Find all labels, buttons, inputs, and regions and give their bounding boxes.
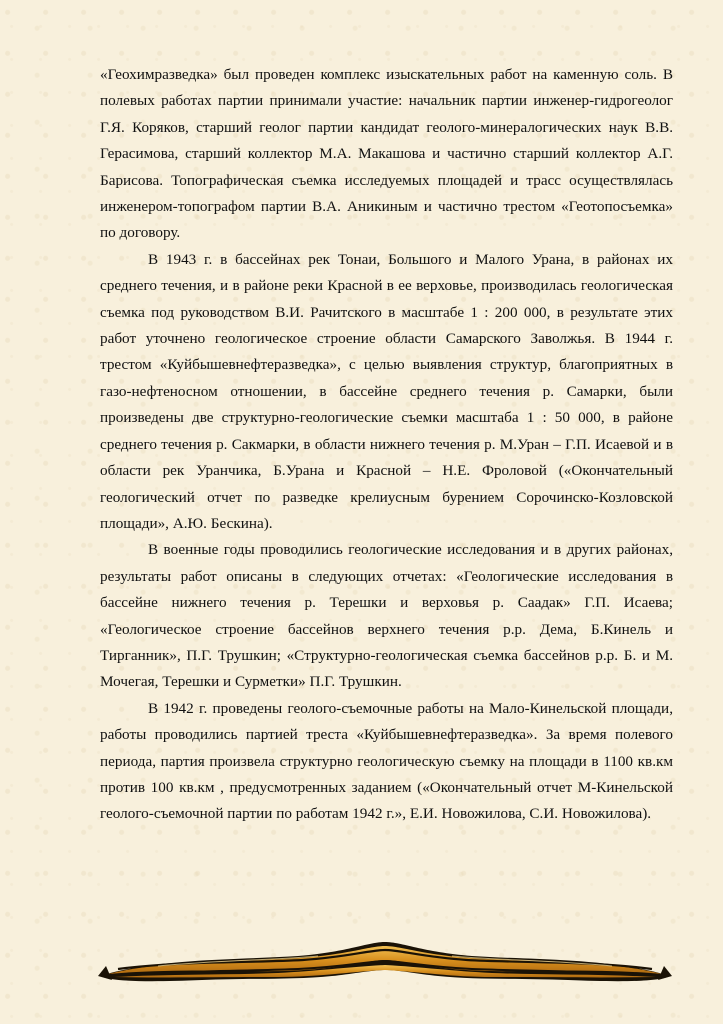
paragraph-1: «Геохимразведка» был проведен комплекс изыскательных работ на каменную соль. В полевых работах партии принимали участие: начальник партии инженер-гидрогеолог Г.Я. Коряков, старший геолог партии кандидат геолого-минералогических наук В.В. Герасимова, старший коллектор М.А. Макашова и частично старший коллектор А.Г. Барисова. Топографическая съемка исследуемых площадей и трасс осуществлялась инженером-топографом партии В.А. Аникиным и частично трестом «Геотопосъемка» по договору. [100,66,673,242]
paragraph-3: В военные годы проводились геологические исследования и в других районах, результаты работ описаны в следующих отчетах: «Геологические исследования в бассейне нижнего течения р. Терешки и верховья р. Саадак» Г.П. Исаева; «Геологическое строение бассейнов верхнего течения р.р. Дема, Б.Кинель и Тирганник», П.Г. Трушкин; «Структурно-геологическая съемка бассейнов р.р. Б. и М. Мочегая, Терешки и Сурметки» П.Г. Трушкин. [100,541,673,691]
ribbon-icon [98,936,672,992]
st-george-ribbon-decoration [98,936,672,992]
document-body [100,62,673,828]
paragraph-2: В 1943 г. в бассейнах рек Тонаи, Большого и Малого Урана, в районах их среднего течения, и в районе реки Красной в ее верховье, производилась геологическая съемка под руководством В.И. Рачитского в масштабе 1 : 200 000, в результате этих работ уточнено геологическое строение области Самарского Заволжья. В 1944 г. трестом «Куйбышевнефтеразведка», с целью выявления структур, благоприятных в газо-нефтеносном отношении, в бассейне среднего течения р. Самарки, были произведены две структурно-геологические съемки масштаба 1 : 50 000, в районе среднего течения р. Сакмарки, в области нижнего течения р. М.Уран – Г.П. Исаевой и в области рек Уранчика, Б.Урана и Красной – Н.Е. Фроловой («Окончательный геологический отчет по разведке крелиусным бурением Сорочинско-Козловской площади», А.Ю. Бескина). [100,250,673,532]
paragraph-4: В 1942 г. проведены геолого-съемочные работы на Мало-Кинельской площади, работы проводились партией треста «Куйбышевнефтеразведка». За время полевого периода, партия произвела структурно геологическую съемку на площади в 1100 кв.км против 100 кв.км , предусмотренных заданием («Окончательный отчет М-Кинельской геолого-съемочной партии по работам 1942 г.», Е.И. Новожилова, С.И. Новожилова). [100,699,673,823]
